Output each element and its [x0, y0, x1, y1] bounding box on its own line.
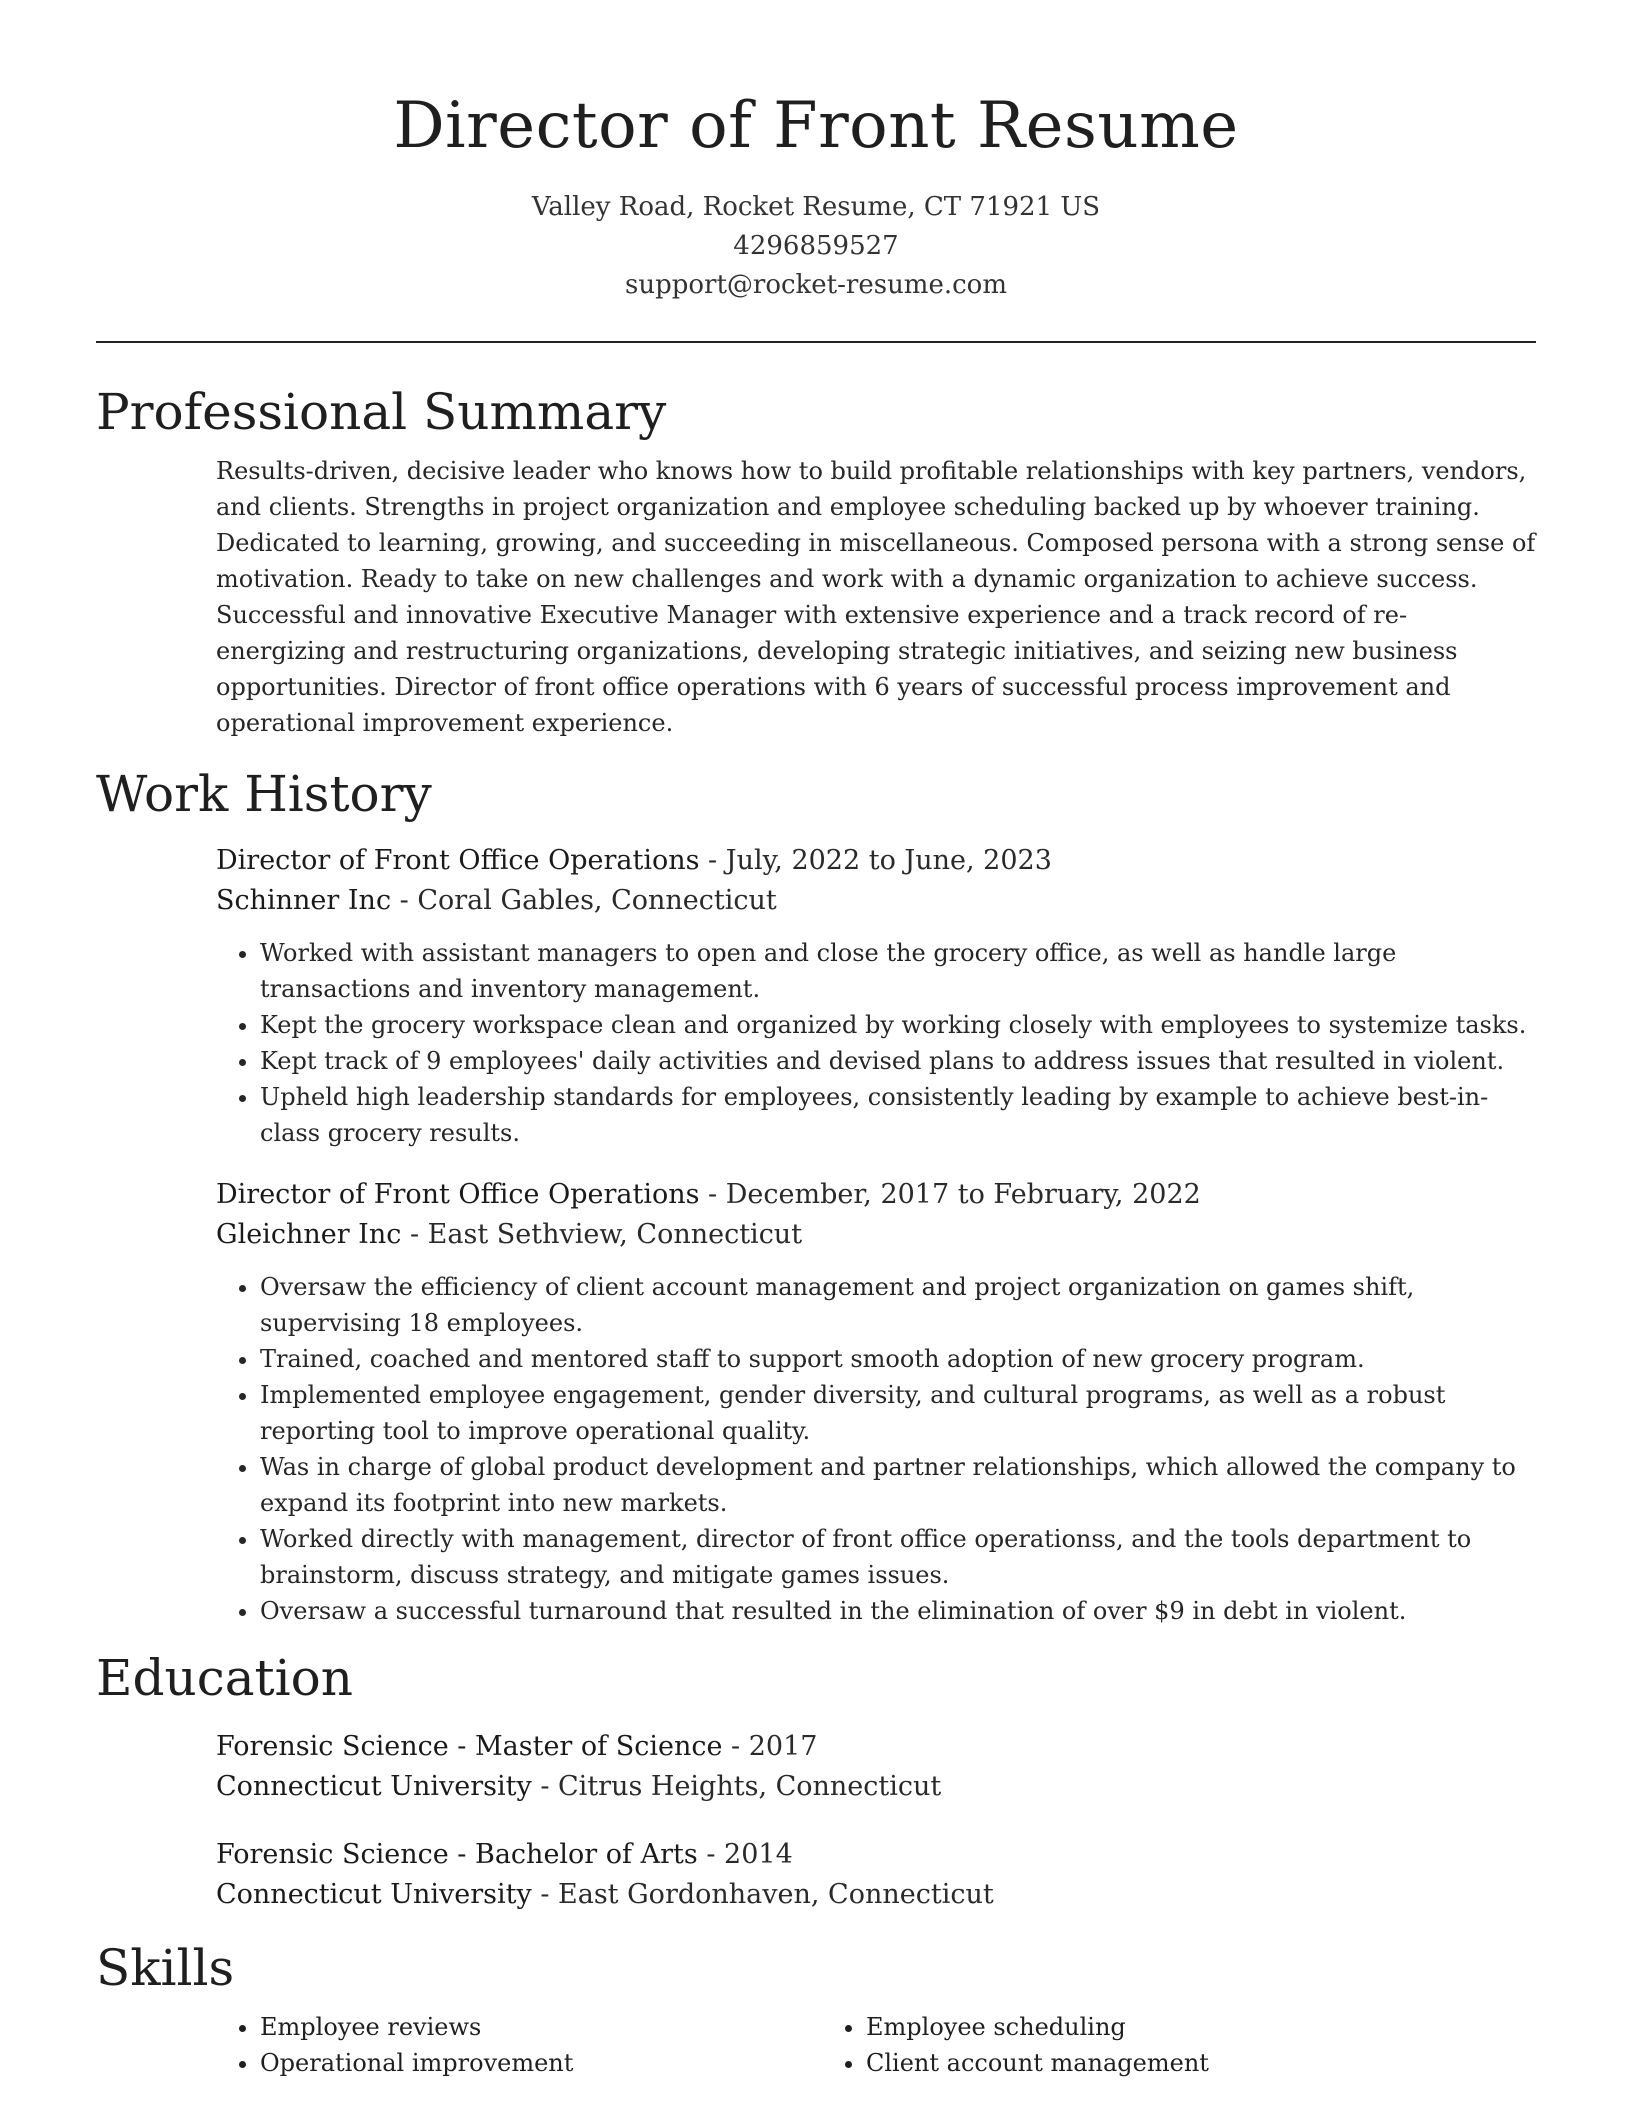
skill-item: • Employee reviews	[260, 2009, 822, 2045]
job-location: - Coral Gables, Connecticut	[391, 885, 777, 916]
education-entry	[216, 1835, 1536, 1915]
job-bullet: • Was in charge of global product development and partner relationships, which allowed the company to expand its footprint into new markets.	[260, 1449, 1536, 1521]
education-degree-line	[216, 1727, 1536, 1767]
education-location: - East Gordonhaven, Connecticut	[531, 1879, 994, 1910]
education-year: - 2014	[697, 1839, 793, 1870]
education-school-line	[216, 1767, 1536, 1807]
summary-heading: Professional Summary	[96, 383, 667, 441]
contact-info	[96, 188, 1536, 305]
job-company: Schinner Inc	[216, 885, 392, 916]
education-degree: Forensic Science - Bachelor of Arts	[216, 1839, 698, 1870]
job-bullet: • Trained, coached and mentored staff to support smooth adoption of new grocery program.	[260, 1341, 1536, 1377]
job-entry	[216, 841, 1536, 1151]
skills-column-left	[216, 2009, 822, 2081]
resume-page	[96, 0, 1536, 2081]
job-title: Director of Front Office Operations	[216, 1179, 700, 1210]
skill-item: • Client account management	[866, 2045, 1428, 2081]
job-bullet: • Kept the grocery workspace clean and organized by working closely with employees to systemize tasks.	[260, 1007, 1536, 1043]
job-dates: - July, 2022 to June, 2023	[699, 845, 1052, 876]
job-bullet: • Upheld high leadership standards for employees, consistently leading by example to achieve best-in-class grocery results.	[260, 1079, 1536, 1151]
job-company-line	[216, 881, 1536, 921]
summary-text: Results-driven, decisive leader who knows how to build profitable relationships with key partners, vendors, and clients. Strengths in project organization and employee scheduling backed up by whoever training. Dedicated to learning, growing, and succeeding in miscellaneous. Composed persona with a strong sense of motivation. Ready to take on new challenges and work with a dynamic organization to achieve success. Successful and innovative Executive Manager with extensive experience and a track record of re-energizing and restructuring organizations, developing strategic initiatives, and seizing new business opportunities. Director of front office operations with 6 years of successful process improvement and operational improvement experience.	[216, 457, 1536, 737]
job-bullet: • Worked with assistant managers to open and close the grocery office, as well as handle large transactions and inventory management.	[260, 935, 1536, 1007]
contact-address: Valley Road, Rocket Resume, CT 71921 US	[531, 192, 1101, 222]
education-degree-line	[216, 1835, 1536, 1875]
job-bullet: • Worked directly with management, director of front office operationss, and the tools department to brainstorm, discuss strategy, and mitigate games issues.	[260, 1521, 1536, 1593]
job-company: Gleichner Inc	[216, 1219, 402, 1250]
job-title: Director of Front Office Operations	[216, 845, 700, 876]
skills-heading: Skills	[96, 1939, 235, 1997]
job-entry	[216, 1175, 1536, 1629]
skills-list	[216, 2009, 1536, 2081]
resume-title: Director of Front Resume	[393, 89, 1239, 163]
education-school: Connecticut University	[216, 1879, 532, 1910]
work-history-heading: Work History	[96, 765, 432, 823]
education-location: - Citrus Heights, Connecticut	[531, 1771, 942, 1802]
skill-item: • Employee scheduling	[866, 2009, 1428, 2045]
education-year: - 2017	[722, 1731, 818, 1762]
job-bullet: • Implemented employee engagement, gender diversity, and cultural programs, as well as a robust reporting tool to improve operational quality.	[260, 1377, 1536, 1449]
job-bullet: • Oversaw the efficiency of client account management and project organization on games shift, supervising 18 employees.	[260, 1269, 1536, 1341]
job-bullet: • Oversaw a successful turnaround that resulted in the elimination of over $9 in debt in violent.	[260, 1593, 1536, 1629]
job-title-line	[216, 1175, 1536, 1215]
job-bullets	[216, 935, 1536, 1151]
job-location: - East Sethview, Connecticut	[401, 1219, 803, 1250]
education-school: Connecticut University	[216, 1771, 532, 1802]
job-bullets	[216, 1269, 1536, 1629]
job-bullet: • Kept track of 9 employees' daily activities and devised plans to address issues that resulted in violent.	[260, 1043, 1536, 1079]
education-entry	[216, 1727, 1536, 1807]
job-title-line	[216, 841, 1536, 881]
contact-phone: 4296859527	[733, 231, 899, 261]
skill-item: • Operational improvement	[260, 2045, 822, 2081]
contact-email: support@rocket-resume.com	[624, 270, 1007, 300]
education-school-line	[216, 1875, 1536, 1915]
resume-header	[96, 0, 1536, 305]
education-degree: Forensic Science - Master of Science	[216, 1731, 723, 1762]
job-company-line	[216, 1215, 1536, 1255]
job-dates: - December, 2017 to February, 2022	[699, 1179, 1201, 1210]
skills-column-right	[822, 2009, 1428, 2081]
header-divider	[96, 341, 1536, 343]
education-heading: Education	[96, 1649, 353, 1707]
